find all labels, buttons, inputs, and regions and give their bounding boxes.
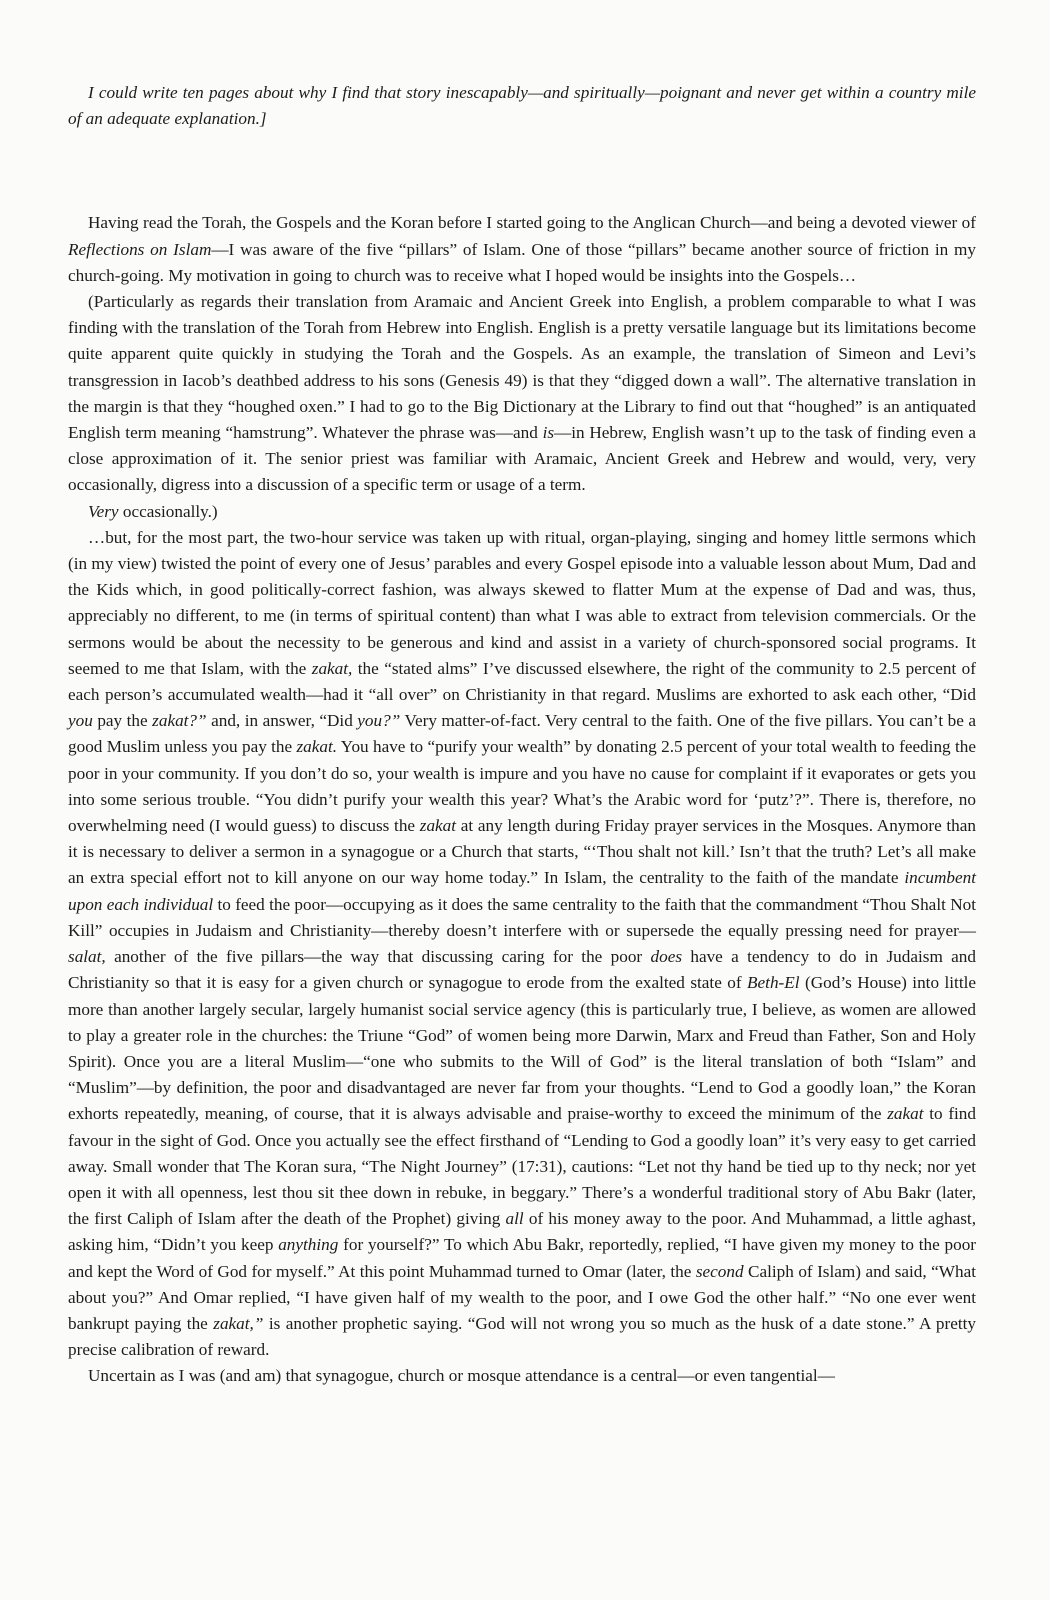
paragraph [68, 499, 976, 525]
text-run: pay the [92, 711, 153, 731]
text-run: of his money away to the poor. And Muhammad, a little aghast, asking him, “Didn’t you keep [68, 1209, 976, 1255]
paragraph [68, 525, 976, 1364]
text-run: to find favour in the sight of God. Once you actually see the effect firsthand of “Lending to God a goodly loan” it’s very easy to get carried away. Small wonder that The Koran sura, “The Night Journey” (17:31), cautions: “Let not thy hand be tied up to thy neck; nor yet open it with all openness, lest thou sit thee down in rebuke, in beggary.” There’s a wonderful traditional story of Abu Bakr (later, the first Caliph of Islam after the death of the Prophet) giving [68, 1104, 976, 1229]
text-run: the “stated alms” I’ve discussed elsewhere, the right of the community to 2.5 percent of each person’s accumulated wealth—had it “all over” on Christianity in that regard. Muslims are exhorted to ask each other, “Did [68, 658, 976, 705]
italic-text: zakat [419, 816, 457, 836]
text-run: Having read the Torah, the Gospels and the Koran before I started going to the Anglican Church—and being a devoted viewer of [88, 213, 976, 233]
text-run: —I was aware of the five “pillars” of Islam. One of those “pillars” became another source of friction in my church-going. My motivation in going to church was to receive what I hoped would be insights into the Gospels… [68, 239, 976, 285]
italic-text: zakat, [311, 658, 353, 678]
text-run: Uncertain as I was (and am) that synagogue, church or mosque attendance is a central—or even tangential— [88, 1366, 835, 1386]
paragraph [68, 210, 976, 289]
paragraph [68, 289, 976, 499]
text-run: and, in answer, “Did [206, 711, 358, 731]
italic-text: you [68, 711, 93, 731]
italic-text: salat, [68, 947, 106, 967]
italic-text: Beth-El [747, 973, 800, 993]
text-run: occasionally.) [118, 501, 218, 521]
italic-text: Reflections on Islam [68, 239, 212, 259]
document-page [68, 80, 976, 1390]
italic-text: zakat [887, 1104, 924, 1124]
italic-text: incumbent upon each individual [68, 868, 976, 914]
text-run: Very matter-of-fact. Very central to the faith. One of the five pillars. You can’t be a good Muslim unless you pay the [68, 711, 976, 757]
italic-text: I find [331, 83, 370, 102]
text-run: —in Hebrew, English wasn’t up to the task of finding even a close approximation of it. The senior priest was familiar with Aramaic, Ancient Greek and Hebrew and would, very, very occasionally, digress into a discussion of a specific term or usage of a term. [68, 423, 976, 495]
paragraph-gap [68, 132, 976, 210]
text-run: …but, for the most part, the two-hour service was taken up with ritual, organ-playing, singing and homey little sermons which (in my view) twisted the point of every one of Jesus’ parables and every Gospel episode into a valuable lesson about Mum, Dad and the Kids which, in good politically-correct fashion, was always skewed to flatter Mum at the expense of Dad and was, thus, appreciably no different, to me (in terms of spiritual content) than what I was able to extract from television commercials. Or the sermons would be about the necessity to be generous and kind and assist in a variety of church-sponsored social programs. It seemed to me that Islam, with the [68, 527, 976, 678]
text-run: at any length during Friday prayer services in the Mosques. Anymore than it is necessary to deliver a sermon in a synagogue or a Church that starts, “‘Thou shalt not kill.’ Isn’t that the truth? Let’s all make an extra special effort not to kill anyone on our way home today.” In Islam, the centrality to the faith of the mandate [68, 816, 976, 888]
text-run: to feed the poor—occupying as it does the same centrality to the faith that the commandment “Thou Shalt Not Kill” occupies in Judaism and Christianity—thereby doesn’t interfere with or supersede the equally pressing need for prayer— [68, 894, 976, 940]
italic-text: is [542, 423, 555, 443]
text-run: for yourself?” To which Abu Bakr, reportedly, replied, “I have given my money to the poor and kept the Word of God for myself.” At this point Muhammad turned to Omar (later, the [68, 1235, 977, 1281]
italic-text: anything [278, 1235, 339, 1255]
text-run: (Particularly as regards their translation from Aramaic and Ancient Greek into English, a problem comparable to what I was finding with the translation of the Torah from Hebrew into English. English is a pretty versatile language but its limitations become quite apparent quite quickly in studying the Torah and the Gospels. As an example, the translation of Simeon and Levi’s transgression in Iacob’s deathbed address to his sons (Genesis 49) is that they “digged down a wall”. The alternative translation in the margin is that they “houghed oxen.” I had to go to the Big Dictionary at the Library to find out that “houghed” is an antiquated English term meaning “hamstrung”. Whatever the phrase was—and [68, 292, 976, 443]
italic-text: zakat,” [213, 1313, 264, 1333]
italic-text: Very [88, 501, 119, 521]
intro-paragraph [68, 80, 976, 132]
text-run: You have to “purify your wealth” by donating 2.5 percent of your total wealth to feeding the poor in your community. If you don’t do so, your wealth is impure and you have no cause for complaint if it evaporates or gets you into some serious trouble. “You didn’t purify your wealth this year? What’s the Arabic word for ‘putz’?”. There is, therefore, no overwhelming need (I would guess) to discuss the [68, 737, 976, 836]
italic-text: all [505, 1209, 524, 1229]
text-run: another of the five pillars—the way that discussing caring for the poor [105, 947, 651, 967]
italic-text: you?” [357, 711, 401, 731]
text-run: is another prophetic saying. “God will not wrong you so much as the husk of a date stone.” A pretty precise calibration of reward. [68, 1313, 976, 1360]
text-run: that story inescapably—and spiritually—poignant and never get within a country mile of an adequate explanation.] [68, 83, 976, 129]
italic-text: does [650, 947, 683, 967]
italic-text: second [695, 1261, 744, 1281]
text-run: (God’s House) into little more than another largely secular, largely humanist social service agency (this is particularly true, I believe, as women are allowed to play a greater role in the churches: the Triune “God” of women being more Darwin, Marx and Freud than Father, Son and Holy Spirit). Once you are a literal Muslim—“one who submits to the Will of God” is the literal translation of both “Islam” and “Muslim”—by definition, the poor and disadvantaged are never far from your thoughts. “Lend to God a goodly loan,” the Koran exhorts repeatedly, meaning, of course, that it is always advisable and praise-worthy to exceed the minimum of the [68, 973, 976, 1124]
text-run: Caliph of Islam) and said, “What about you?” And Omar replied, “I have given half of my wealth to the poor, and I owe God the other half.” “No one ever went bankrupt paying the [68, 1261, 976, 1333]
paragraph [68, 1363, 976, 1389]
body-text [68, 210, 976, 1389]
italic-text: zakat?” [152, 711, 207, 731]
italic-text: zakat. [296, 737, 338, 757]
text-run: I could write ten pages about why [88, 83, 332, 102]
text-run: have a tendency to do in Judaism and Christianity so that it is easy for a given church or synagogue to erode from the exalted state of [68, 947, 976, 993]
